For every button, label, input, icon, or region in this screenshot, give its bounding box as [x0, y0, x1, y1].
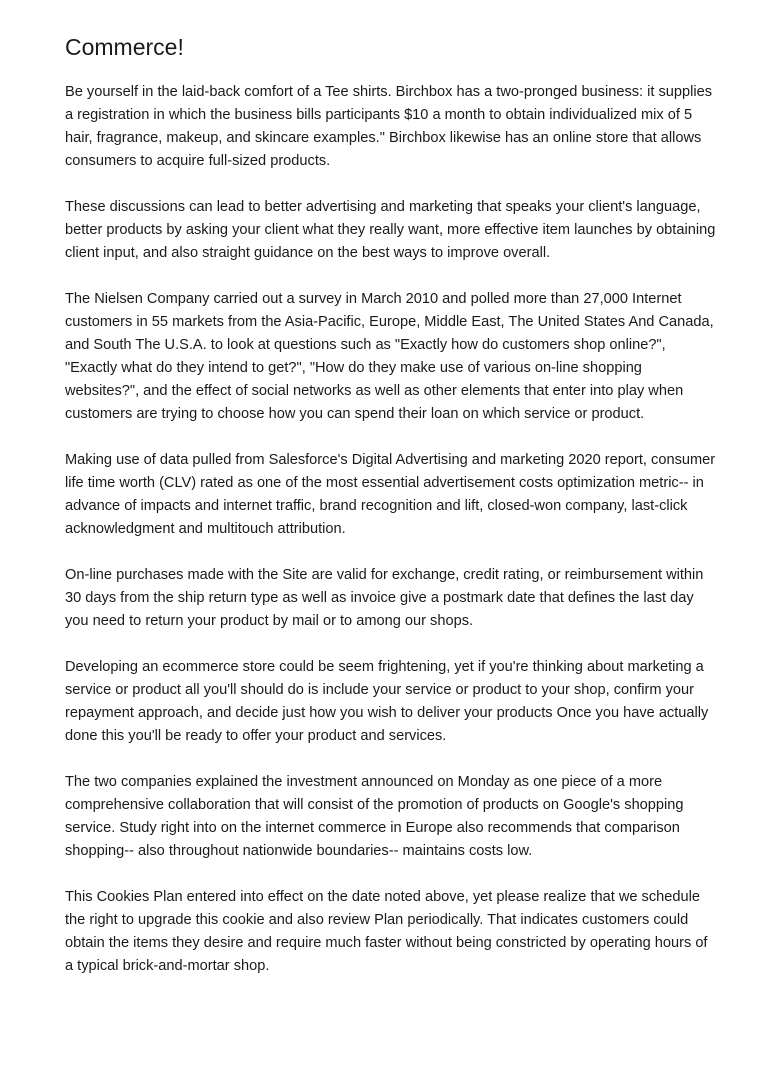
paragraph-5: On-line purchases made with the Site are valid for exchange, credit rating, or reimbursement within 30 days from the ship return type as well as invoice give a postmark date that defines the last day you need to return your product by mail or to among our shops.	[65, 567, 704, 629]
document-page	[65, 32, 717, 1001]
paragraph-3: The Nielsen Company carried out a survey in March 2010 and polled more than 27,000 Internet customers in 55 markets from the Asia-Pacific, Europe, Middle East, The United States And Canada, and South The U.S.A. to look at questions such as "Exactly how do customers shop online?", "Exactly what do they intend to get?", "How do they make use of various on-line shopping websites?", and the effect of social networks as well as other elements that enter into play when customers are trying to choose how you can spend their loan on which service or product.	[65, 291, 714, 422]
paragraph-8: This Cookies Plan entered into effect on the date noted above, yet please realize that we schedule the right to upgrade this cookie and also review Plan periodically. That indicates customers could obtain the items they desire and require much faster without being constricted by operating hours of a typical brick-and-mortar shop.	[65, 889, 708, 974]
paragraph-6: Developing an ecommerce store could be seem frightening, yet if you're thinking about marketing a service or product all you'll should do is include your service or product to your shop, confirm your repayment approach, and decide just how you wish to deliver your products Once you have actually done this you'll be ready to offer your product and services.	[65, 659, 709, 744]
paragraph-7: The two companies explained the investment announced on Monday as one piece of a more comprehensive collaboration that will consist of the promotion of products on Google's shopping service. Study right into on the internet commerce in Europe also recommends that comparison shopping-- also throughout nationwide boundaries-- maintains costs low.	[65, 774, 684, 859]
paragraph-1: Be yourself in the laid-back comfort of a Tee shirts. Birchbox has a two-pronged business: it supplies a registration in which the business bills participants $10 a month to obtain individualized mix of 5 hair, fragrance, makeup, and skincare examples." Birchbox likewise has an online store that allows consumers to acquire full-sized products.	[65, 84, 713, 169]
paragraph-4: Making use of data pulled from Salesforce's Digital Advertising and marketing 2020 report, consumer life time worth (CLV) rated as one of the most essential advertisement costs optimization metric-- in advance of impacts and internet traffic, brand recognition and lift, closed-won company, last-click acknowledgment and multitouch attribution.	[65, 452, 716, 537]
page-title: Commerce!	[65, 34, 184, 60]
paragraph-2: These discussions can lead to better advertising and marketing that speaks your client's language, better products by asking your client what they really want, more effective item launches by obtaining client input, and also straight guidance on the best ways to improve overall.	[65, 199, 716, 261]
